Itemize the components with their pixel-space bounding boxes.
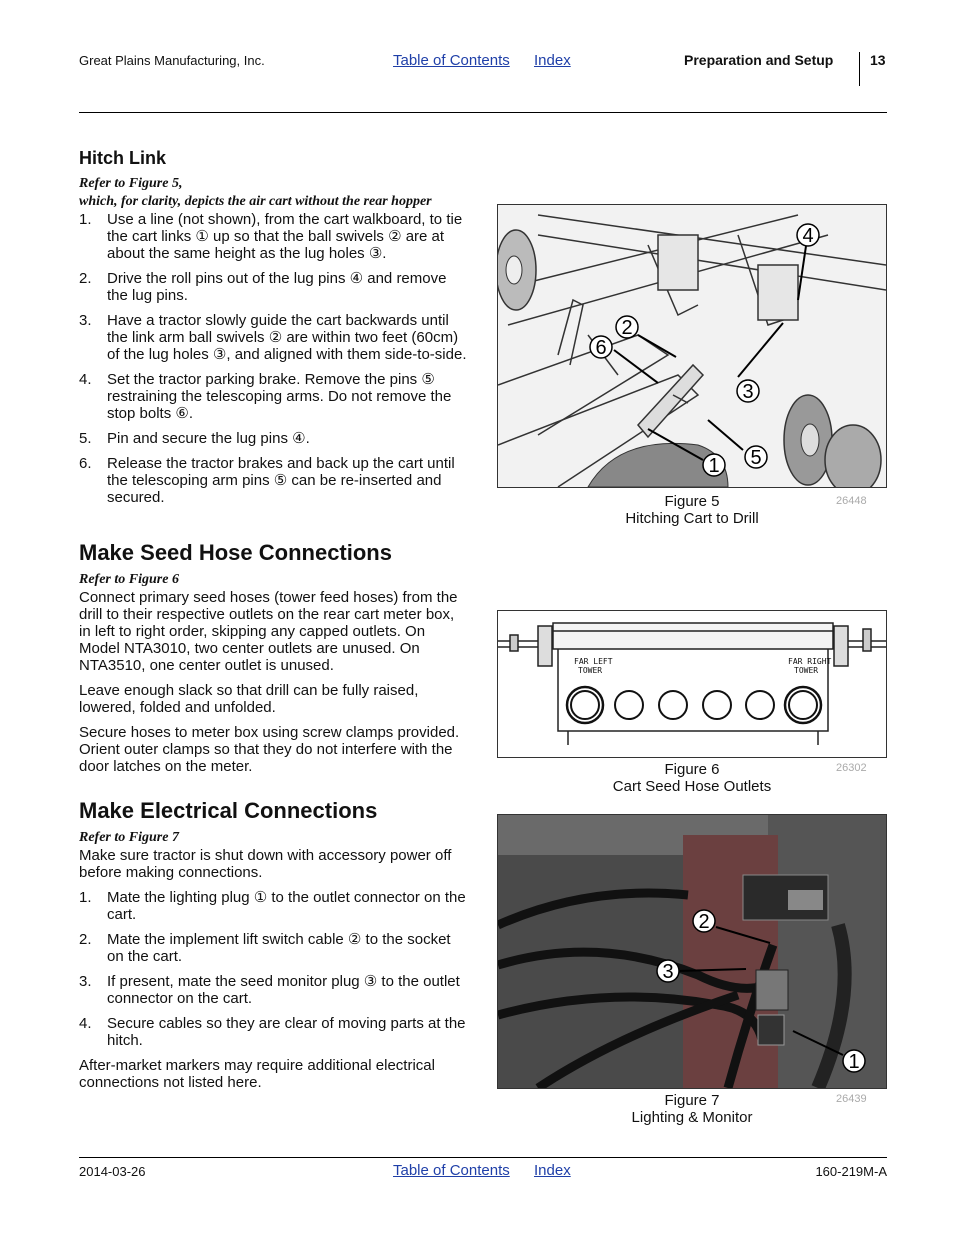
- footer-toc-link[interactable]: Table of Contents: [393, 1162, 510, 1179]
- callout-2: 2: [621, 317, 633, 339]
- figure-5-illustration: [497, 204, 887, 488]
- seed-ref: Refer to Figure 6: [79, 572, 179, 587]
- callout-1: 1: [848, 1051, 860, 1073]
- far-right-tower-label-2: TOWER: [794, 666, 819, 675]
- figure-5-label: Figure 5: [664, 493, 720, 510]
- far-right-tower-label-1: FAR RIGHT: [788, 657, 832, 666]
- header-section-title: Preparation and Setup: [684, 52, 834, 68]
- list-item: 1. Mate the lighting plug ① to the outlet connector on the cart.: [79, 889, 466, 923]
- header-company: Great Plains Manufacturing, Inc.: [79, 53, 265, 68]
- electrical-steps: [79, 889, 469, 1049]
- callout-6: 6: [595, 337, 607, 359]
- list-item: 3. Have a tractor slowly guide the cart backwards until the link arm ball swivels ② are within two feet (60cm) of the lug holes ③, and aligned with them side-to-side.: [79, 312, 467, 363]
- footer-index-link[interactable]: Index: [534, 1162, 571, 1179]
- hitch-heading: Hitch Link: [79, 148, 167, 168]
- far-left-tower-label-1: FAR LEFT: [574, 657, 613, 666]
- list-item: 5. Pin and secure the lug pins ④.: [79, 430, 310, 447]
- hitch-ref-1: Refer to Figure 5,: [79, 176, 183, 191]
- figure-6-id: 26302: [836, 762, 867, 774]
- seed-paragraph-3: Secure hoses to meter box using screw clamps provided. Orient outer clamps so that they do not interfere with the door latches on the meter.: [79, 724, 460, 775]
- figure-7-caption: [560, 1092, 824, 1126]
- connector-photo-drawing: [498, 815, 886, 1088]
- figure-7-title: Lighting & Monitor: [631, 1109, 753, 1126]
- header-toc-link[interactable]: Table of Contents: [393, 52, 510, 69]
- footer-date: 2014-03-26: [79, 1164, 146, 1179]
- figure-5-caption: [560, 493, 824, 527]
- list-item: 2. Mate the implement lift switch cable ② to the socket on the cart.: [79, 931, 451, 965]
- list-item: 1. Use a line (not shown), from the cart walkboard, to tie the cart links ① up so that the ball swivels ② are at about the same height as the lug holes ③.: [79, 211, 463, 262]
- figure-6-label: Figure 6: [664, 761, 720, 778]
- callout-1: 1: [708, 455, 720, 477]
- electrical-outro: After-market markers may require additional electrical connections not listed here.: [79, 1057, 435, 1091]
- footer-rule: [79, 1157, 887, 1158]
- callout-2: 2: [698, 911, 710, 933]
- list-item: 6. Release the tractor brakes and back up the cart until the telescoping arm pins ⑤ can be re-inserted and secured.: [79, 455, 455, 506]
- seed-paragraph-2: Leave enough slack so that drill can be fully raised, lowered, folded and unfolded.: [79, 682, 419, 716]
- list-item: 3. If present, mate the seed monitor plug ③ to the outlet connector on the cart.: [79, 973, 460, 1007]
- list-item: 4. Secure cables so they are clear of moving parts at the hitch.: [79, 1015, 466, 1049]
- figure-7-label: Figure 7: [664, 1092, 720, 1109]
- callout-3: 3: [742, 381, 754, 403]
- figure-5-id: 26448: [836, 495, 867, 507]
- callout-4: 4: [802, 225, 814, 247]
- list-item: 2. Drive the roll pins out of the lug pins ④ and remove the lug pins.: [79, 270, 447, 304]
- figure-6-caption: [560, 761, 824, 795]
- hitch-ref-2: which, for clarity, depicts the air cart without the rear hopper: [79, 194, 432, 209]
- callout-3: 3: [662, 961, 674, 983]
- electrical-intro: Make sure tractor is shut down with accessory power off before making connections.: [79, 847, 452, 881]
- footer-doc-number: 160-219M-A: [815, 1164, 887, 1179]
- figure-6-illustration: [497, 610, 887, 758]
- hitch-steps: [79, 211, 469, 506]
- callout-5: 5: [750, 447, 762, 469]
- seed-paragraph-1: Connect primary seed hoses (tower feed hoses) from the drill to their respective outlets on the rear cart meter box, in left to right order, skipping any capped outlets. On Model NTA3010, two center outlets are unused. On NTA3510, one center outlet is unused.: [79, 589, 458, 674]
- hitch-section: [79, 150, 469, 514]
- seed-section: [79, 540, 469, 783]
- header-rule: [79, 112, 887, 113]
- electrical-section: [79, 798, 469, 1099]
- figure-7-id: 26439: [836, 1093, 867, 1105]
- seed-heading: Make Seed Hose Connections: [79, 540, 392, 565]
- list-item: 4. Set the tractor parking brake. Remove the pins ⑤ restraining the telescoping arms. Do not remove the stop bolts ⑥.: [79, 371, 452, 422]
- electrical-ref: Refer to Figure 7: [79, 830, 179, 845]
- electrical-heading: Make Electrical Connections: [79, 798, 378, 823]
- far-left-tower-label-2: TOWER: [578, 666, 603, 675]
- header-index-link[interactable]: Index: [534, 52, 571, 69]
- header-divider: [859, 52, 860, 86]
- figure-5-title: Hitching Cart to Drill: [625, 510, 759, 527]
- figure-6-title: Cart Seed Hose Outlets: [612, 778, 772, 795]
- meter-box-drawing: [498, 611, 886, 757]
- page-number: 13: [870, 52, 886, 68]
- hitch-drawing: [498, 205, 886, 487]
- figure-7-photo: [497, 814, 887, 1089]
